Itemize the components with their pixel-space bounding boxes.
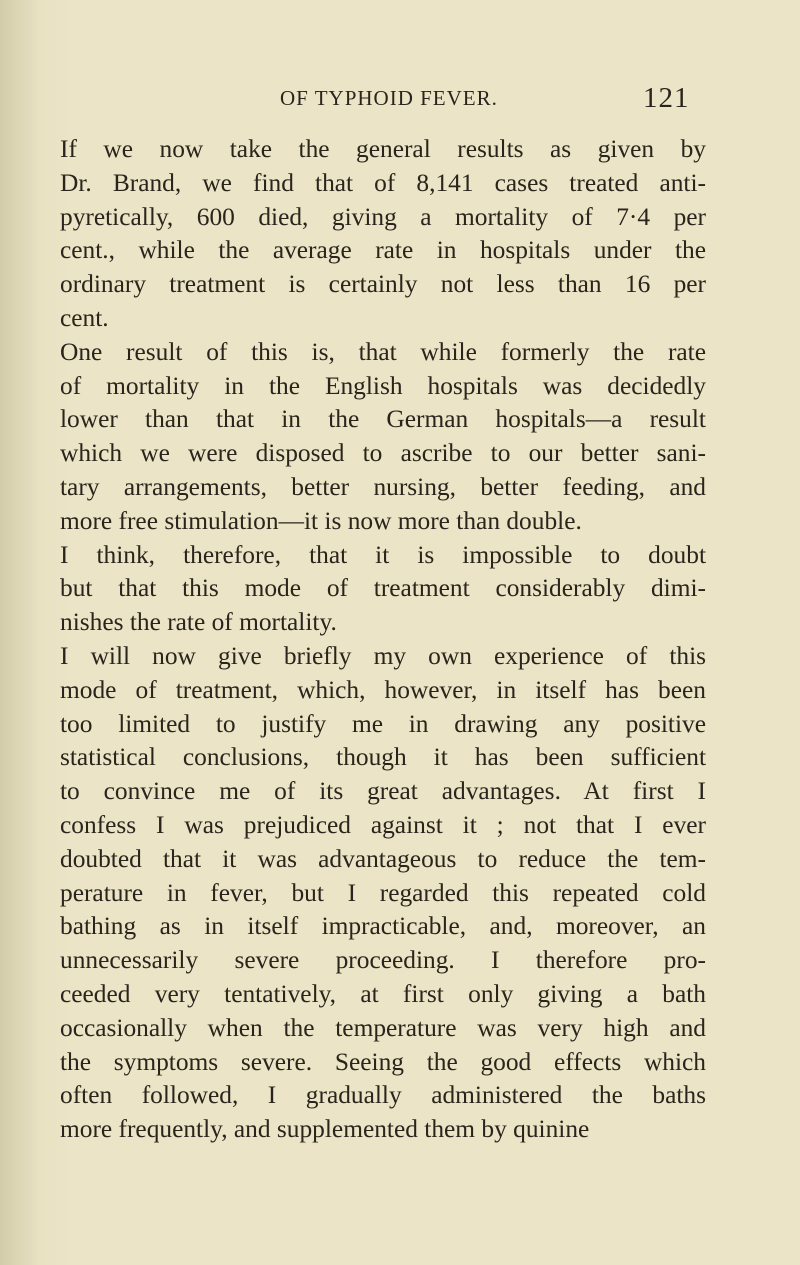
text-line: perature in fever, but I regarded this repeated cold <box>60 878 706 907</box>
text-line: ceeded very tentatively, at first only giving a bath <box>60 979 706 1008</box>
text-line: If we now take the general results as given by <box>60 135 706 163</box>
text-line: statistical conclusions, though it has been sufficient <box>60 743 706 772</box>
text-line: cent., while the average rate in hospitals under the <box>60 236 706 265</box>
text-line: to convince me of its great advantages. At first I <box>60 777 706 806</box>
text-line: One result of this is, that while formerly the rate <box>60 337 706 366</box>
text-line: unnecessarily severe proceeding. I therefore pro- <box>60 946 706 975</box>
text-line: nishes the rate of mortality. <box>60 608 337 637</box>
text-line: too limited to justify me in drawing any positive <box>60 709 706 738</box>
text-line: occasionally when the temperature was very high and <box>60 1013 706 1042</box>
text-line: the symptoms severe. Seeing the good effects which <box>60 1047 706 1076</box>
text-line: but that this mode of treatment considerably dimi- <box>60 574 706 603</box>
text-line: more frequently, and supplemented them by quinine <box>60 1115 590 1144</box>
text-line: doubted that it was advantageous to reduce the tem- <box>60 844 706 873</box>
text-line: pyretically, 600 died, giving a mortality of 7·4 per <box>60 202 706 231</box>
page-header <box>0 82 800 118</box>
page-number: 121 <box>643 82 690 114</box>
text-line: of mortality in the English hospitals was decidedly <box>60 371 706 400</box>
text-line: mode of treatment, which, however, in itself has been <box>60 675 706 704</box>
text-line: often followed, I gradually administered the baths <box>60 1081 706 1110</box>
text-line: more free stimulation—it is now more than double. <box>60 506 582 535</box>
text-line: Dr. Brand, we find that of 8,141 cases treated anti- <box>60 168 706 197</box>
text-line: I will now give briefly my own experience of this <box>60 641 706 670</box>
text-line: I think, therefore, that it is impossible to doubt <box>60 540 706 569</box>
text-line: which we were disposed to ascribe to our better sani- <box>60 439 706 468</box>
body-text <box>60 133 706 1147</box>
text-line: cent. <box>60 303 109 332</box>
text-line: ordinary treatment is certainly not less than 16 per <box>60 270 706 299</box>
text-line: tary arrangements, better nursing, better feeding, and <box>60 472 706 501</box>
text-line: confess I was prejudiced against it ; not that I ever <box>60 810 706 839</box>
text-line: lower than that in the German hospitals—a result <box>60 405 706 434</box>
running-head: OF TYPHOID FEVER. <box>280 86 498 110</box>
text-line: bathing as in itself impracticable, and, moreover, an <box>60 912 706 941</box>
